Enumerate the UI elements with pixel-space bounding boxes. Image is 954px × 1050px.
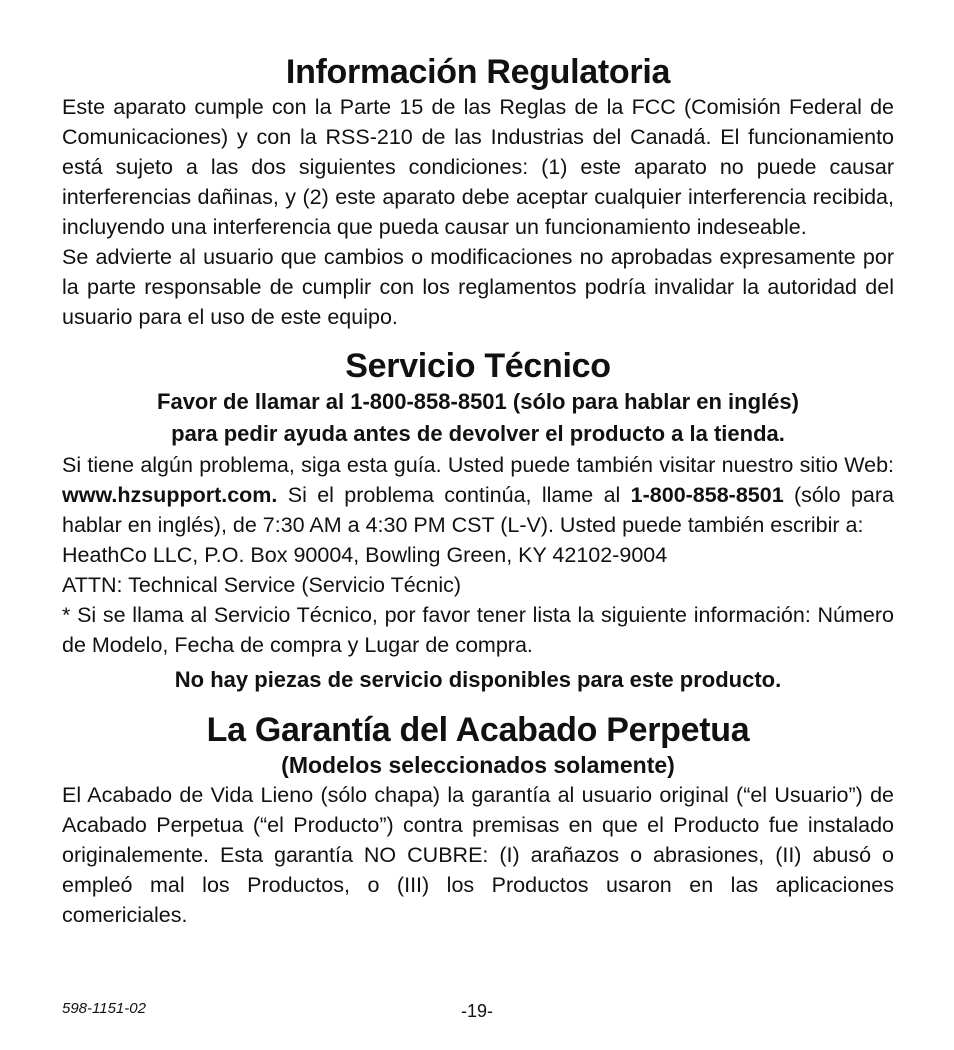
warranty-heading: La Garantía del Acabado Perpetua [206,711,750,749]
regulatory-paragraph-1: Este aparato cumple con la Parte 15 de las Reglas de la FCC (Comisión Federal de Comunicaciones) y con la RSS-210 de las Industrias del Canadá. El funcionamiento está sujeto a las dos siguientes condiciones: (1) este aparato no puede causar interferencias dañinas, y (2) este aparato debe aceptar cualquier interferencia recibida, incluyendo una interferencia que pueda causar un funcionamiento indeseable. [62,95,894,239]
support-website-link[interactable]: www.hzsupport.com. [62,483,278,507]
document-code: 598-1151-02 [62,1000,146,1017]
technical-service-heading: Servicio Técnico [345,347,611,385]
attention-line: ATTN: Technical Service (Servicio Técnic) [62,573,462,597]
service-text-a: Si tiene algún problema, siga esta guía. Usted puede también visitar nuestro sitio Web: [62,453,894,477]
support-phone-number: 1-800-858-8501 [630,483,784,507]
service-note: * Si se llama al Servicio Técnico, por favor tener lista la siguiente información: Número de Modelo, Fecha de compra y Lugar de compra. [62,603,894,657]
call-instruction-line-1: Favor de llamar al 1-800-858-8501 (sólo para hablar en inglés) [157,389,799,414]
warranty-paragraph: El Acabado de Vida Lieno (sólo chapa) la garantía al usuario original (“el Usuario”) de Acabado Perpetua (“el Producto”) contra premisas en que el Producto fue instalado originalemente. Esta garantía NO CUBRE: (I) arañazos o abrasiones, (II) abusó o empleó mal los Productos, o (III) los Productos usaron en las aplicaciones comericiales. [62,783,894,927]
regulatory-info-heading: Información Regulatoria [285,53,671,91]
mailing-address: HeathCo LLC, P.O. Box 90004, Bowling Green, KY 42102-9004 [62,543,668,567]
document-page [62,52,894,930]
call-instruction-line-2: para pedir ayuda antes de devolver el producto a la tienda. [171,421,785,446]
page-number: -19- [460,1001,493,1021]
service-text-c: (sólo para hablar en inglés), de 7:30 AM a 4:30 PM CST (L-V). Usted puede también escribir a: [62,483,894,537]
service-paragraph [62,450,894,540]
regulatory-paragraph-2: Se advierte al usuario que cambios o modificaciones no aprobadas expresamente por la parte responsable de cumplir con los reglamentos podría invalidar la autoridad del usuario para el uso de este equipo. [62,245,894,329]
no-service-parts-notice: No hay piezas de servicio disponibles para este producto. [174,667,782,692]
warranty-subtitle: (Modelos seleccionados solamente) [281,752,675,778]
service-text-b: Si el problema continúa, llame al [277,483,631,507]
